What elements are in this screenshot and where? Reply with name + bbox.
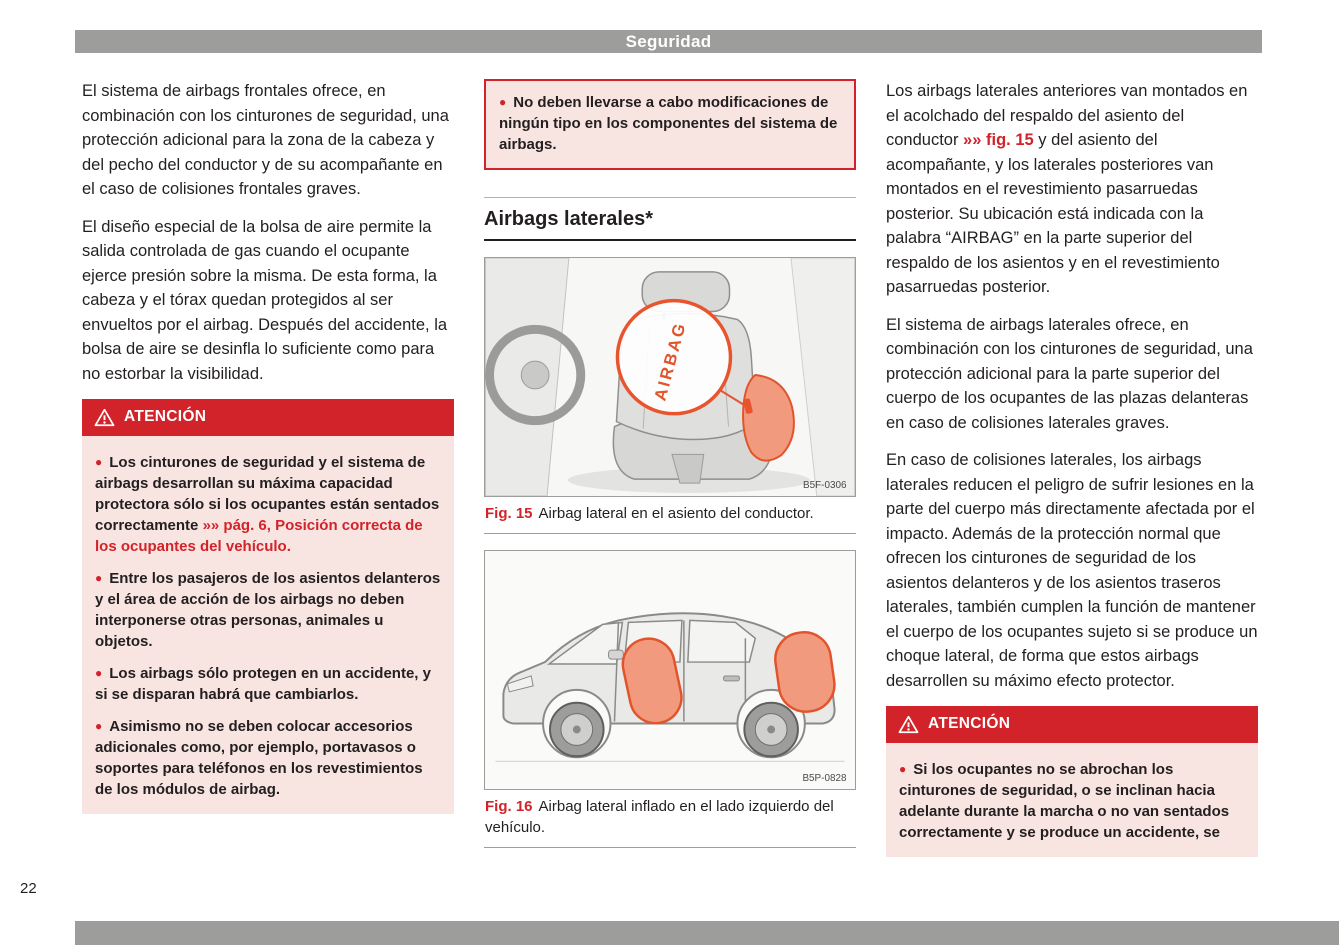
- seat-airbag-illustration: [485, 258, 855, 496]
- figure-16: [484, 550, 856, 848]
- lateral-collisions-paragraph: En caso de colisiones laterales, los airbags laterales reducen el peligro de sufrir lesiones en la parte del cuerpo más directamente afectada por el impacto. Además de la protección normal que ofrecen los cinturones de seguridad de los asientos delanteros y de los asientos traseros laterales, también cumplen la función de mantener el cuerpo de los ocupantes sujeto si se produce un choque lateral, de forma que estos airbags desarrollen su máximo efecto protector.: [886, 451, 1258, 690]
- warning-item: [95, 663, 441, 705]
- column-center: [484, 79, 856, 848]
- paragraph-text: y del asiento del acompañante, y los laterales posteriores van montados en el revestimiento pasarruedas posterior. Su ubicación está indicada con la palabra “AIRBAG” en la parte superior del respaldo de los asientos y en el revestimiento pasarruedas posterior.: [886, 131, 1220, 296]
- paragraph-text: Los airbags laterales anteriores van montados en el acolchado del respaldo del asiento del conductor: [886, 82, 1248, 149]
- figure-caption-text: Airbag lateral en el asiento del conductor.: [538, 504, 814, 522]
- warning-item-text: Los cinturones de seguridad y el sistema de airbags desarrollan su máxima capacidad protectora sólo si los ocupantes están sentados correctamente: [95, 453, 440, 534]
- lateral-airbags-system-paragraph: El sistema de airbags laterales ofrece, en combinación con los cinturones de seguridad, una protección adicional para la parte superior del cuerpo de los ocupantes de las plazas delanteras en caso de colisiones laterales graves.: [886, 315, 1253, 432]
- figure-caption-text: Airbag lateral inflado en el lado izquierdo del vehículo.: [485, 798, 834, 836]
- page-header-bar: [75, 30, 1262, 53]
- lateral-airbags-location-paragraph: [886, 79, 1258, 300]
- warning-item-text: No deben llevarse a cabo modificaciones de ningún tipo en los componentes del sistema de airbags.: [499, 94, 838, 153]
- warning-item: [499, 92, 841, 155]
- bullet-icon: ●: [95, 718, 103, 733]
- warning-continued-box: [484, 79, 856, 170]
- warning-triangle-icon: [94, 408, 115, 427]
- figure-15-image: [484, 257, 856, 497]
- column-right: [886, 79, 1258, 857]
- car-side-airbag-illustration: [485, 551, 855, 789]
- bullet-icon: ●: [95, 570, 103, 585]
- warning-title: ATENCIÓN: [928, 715, 1011, 732]
- figure-code: B5F-0306: [803, 479, 847, 491]
- bullet-icon: ●: [499, 95, 507, 109]
- page-footer-bar: [75, 921, 1339, 945]
- warning-item: [95, 716, 441, 800]
- cross-reference-link-fig15[interactable]: fig. 15: [981, 131, 1034, 149]
- figure-15: [484, 257, 856, 535]
- warning-box-seatbelts: [82, 399, 454, 814]
- airbag-label-text: AIRBAG: [650, 318, 690, 403]
- bullet-icon: ●: [95, 454, 103, 469]
- warning-header: [886, 706, 1258, 743]
- warning-body: [82, 436, 454, 814]
- warning-item-text: Los airbags sólo protegen en un accidente, y si se disparan habrá que cambiarlos.: [95, 664, 431, 703]
- warning-item-text: Si los ocupantes no se abrochan los cinturones de seguridad, o se inclinan hacia adelante durante la marcha o no van sentados correctamente y se produce un accidente, se: [899, 760, 1230, 841]
- figure-code: B5P-0828: [802, 773, 847, 785]
- warning-item: [899, 759, 1245, 843]
- warning-body: [886, 743, 1258, 857]
- cross-reference-arrow-icon: »»: [202, 516, 220, 534]
- figure-15-caption: [484, 497, 856, 535]
- figure-label: Fig. 16: [485, 798, 533, 815]
- airbag-design-paragraph: El diseño especial de la bolsa de aire permite la salida controlada de gas cuando el ocupante ejerce presión sobre la misma. De esta forma, la cabeza y el tórax quedan protegidos al ser envueltos por el airbag. Después del accidente, la bolsa de aire se desinfla lo suficiente como para no estorbar la visibilidad.: [82, 217, 448, 383]
- figure-16-caption: [484, 790, 856, 848]
- column-left: [82, 79, 454, 814]
- frontal-airbags-paragraph: El sistema de airbags frontales ofrece, en combinación con los cinturones de seguridad, una protección adicional para la zona de la cabeza y del pecho del conductor y de su acompañante en el caso de colisiones frontales graves.: [82, 82, 449, 198]
- bullet-icon: ●: [899, 761, 907, 776]
- figure-16-image: [484, 550, 856, 790]
- page-title: Seguridad: [625, 31, 712, 51]
- warning-triangle-icon: [898, 715, 919, 734]
- bullet-icon: ●: [95, 665, 103, 680]
- cross-reference-link[interactable]: pág. 6, Posición correcta de los ocupantes del vehículo.: [95, 516, 423, 555]
- warning-item-text: Asimismo no se deben colocar accesorios adicionales como, por ejemplo, portavasos o soportes para teléfonos en los revestimientos de los módulos de airbag.: [95, 717, 423, 798]
- warning-item: [95, 452, 441, 557]
- warning-box-occupants: [886, 706, 1258, 857]
- warning-item-text: Entre los pasajeros de los asientos delanteros y el área de acción de los airbags no deben interponerse otras personas, animales u objetos.: [95, 569, 441, 650]
- warning-item: [95, 568, 441, 652]
- warning-title: ATENCIÓN: [124, 408, 207, 425]
- warning-header: [82, 399, 454, 436]
- figure-label: Fig. 15: [485, 504, 533, 522]
- section-heading-airbags-laterales: Airbags laterales*: [484, 197, 856, 241]
- page-number: 22: [20, 880, 37, 897]
- cross-reference-arrow-icon: »»: [963, 131, 982, 149]
